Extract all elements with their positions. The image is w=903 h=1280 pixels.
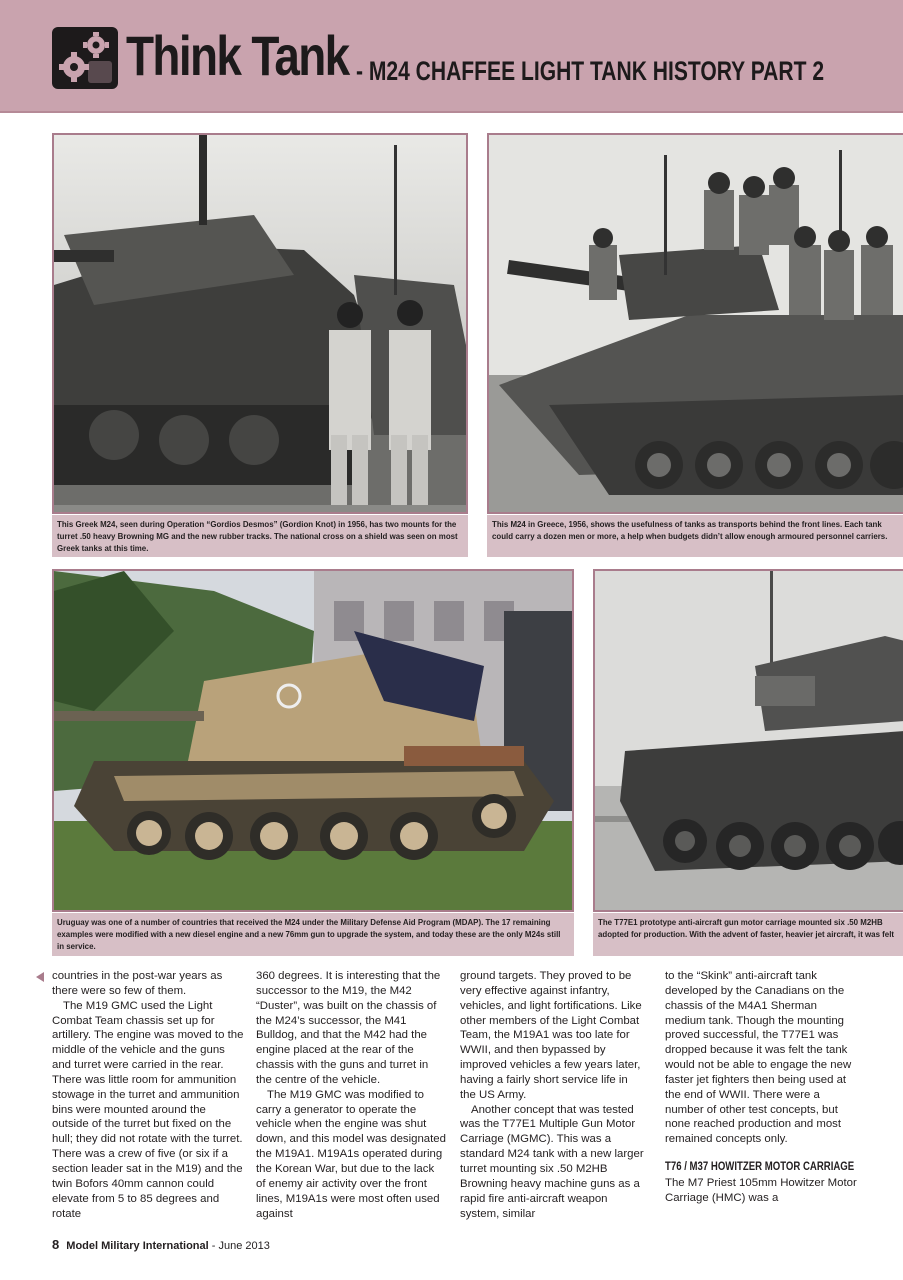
paragraph: ground targets. They proved to be very effective against infantry, vehicles, and light fortifications. Like other members of the Light Combat Team, the M19A1 was too late for WWII, and then bypassed by improved vehicles a few years later, having a fairly short service life in the US Army. <box>460 970 642 1101</box>
caption-text: The T77E1 prototype anti-aircraft gun motor carriage mounted six .50 M2HB adopted for production. With the advent of faster, heavier jet aircraft, it was felt <box>598 917 895 939</box>
page-number: 8 <box>52 1237 60 1252</box>
text-column-3 <box>460 969 646 1221</box>
text-column-2 <box>256 969 446 1221</box>
paragraph: countries in the post-war years as there were so few of them. <box>52 970 223 997</box>
caption-text: This Greek M24, seen during Operation “Gordios Desmos” (Gordion Knot) in 1956, has two mounts for the turret .50 heavy Browning MG and the new rubber tracks. The national cross on a shield was seen on most Greek tanks at this time. <box>57 519 458 553</box>
magazine-name: Model Military International <box>66 1240 209 1252</box>
caption-text: This M24 in Greece, 1956, shows the usefulness of tanks as transports behind the front lines. Each tank could carry a dozen men or more, a help when budgets didn’t allow enough armoured personnel carriers. <box>492 519 888 541</box>
section-heading: T76 / M37 HOWITZER MOTOR CARRIAGE <box>665 1159 855 1174</box>
text-column-4 <box>665 969 857 1206</box>
photo-caption-2 <box>487 515 903 557</box>
m24-transport-image <box>489 135 903 514</box>
paragraph: The M19 GMC used the Light Combat Team chassis set up for artillery. The engine was moved to the middle of the vehicle and the guns and turret were carried in the rear. There was little room for ammunition stowage in the turret and ammunition bins were mounted around the outside of the turret but fixed on the hull; they did not rotate with the turret. There was a crew of five (or six if a section leader sat in the M19) and the twin Bofors 40mm cannon could elevate from 5 to 85 degrees and rotate <box>52 999 244 1220</box>
t77e1-image <box>595 571 903 912</box>
header-banner <box>0 0 903 113</box>
continued-arrow-icon <box>36 972 44 982</box>
paragraph: to the “Skink” anti-aircraft tank developed by the Canadians on the chassis of the M4A1 Sherman medium tank. Though the mounting proved successful, the T77E1 was dropped because it was felt the tank would not be able to engage the new faster jet fighters then being used at the end of WWII. There were a number of other test concepts, but none reached production and most remained concepts only. <box>665 970 852 1146</box>
page-title: Think Tank <box>126 24 349 87</box>
paragraph: 360 degrees. It is interesting that the successor to the M19, the M42 “Duster”, was built on the chassis of the M24’s successor, the M41 Bulldog, and that the M42 had the engine placed at the rear of the chassis with the guns and turret in the centre of the vehicle. <box>256 970 441 1086</box>
text-column-1 <box>52 969 244 1221</box>
uruguay-m24-image <box>54 571 574 912</box>
paragraph: Another concept that was tested was the T77E1 Multiple Gun Motor Carriage (MGMC). This was a standard M24 tank with a new larger turret mounting six .50 M2HB Browning heavy machine guns as a rapid fire anti-aircraft weapon system, similar <box>460 1103 644 1220</box>
caption-text: Uruguay was one of a number of countries that received the M24 under the Military Defense Aid Program (MDAP). The 17 remaining examples were modified with a new diesel engine and a new 76mm gun to upgrade the system, and today these are the only M24s still in service. <box>57 917 561 951</box>
paragraph: The M19 GMC was modified to carry a generator to operate the vehicle when the engine was shut down, and this model was designated the M19A1. M19A1s operated during the Korean War, but due to the lack of enemy air activity over the front lines, M19A1s were most often used against <box>256 1088 446 1220</box>
photo-t77e1-prototype <box>593 569 903 912</box>
greek-m24-image <box>54 135 468 514</box>
paragraph: The M7 Priest 105mm Howitzer Motor Carriage (HMC) was a <box>665 1177 857 1204</box>
photo-uruguay-m24 <box>52 569 574 912</box>
issue-date: - June 2013 <box>211 1240 270 1252</box>
page-footer <box>52 1237 270 1252</box>
gear-logo-icon <box>52 27 118 89</box>
photo-caption-1 <box>52 515 468 557</box>
photo-m24-greece-transport <box>487 133 903 514</box>
page-subtitle: - M24 CHAFFEE LIGHT TANK HISTORY PART 2 <box>356 56 825 86</box>
photo-caption-3 <box>52 913 574 956</box>
photo-caption-4 <box>593 913 903 956</box>
photo-greek-m24 <box>52 133 468 514</box>
